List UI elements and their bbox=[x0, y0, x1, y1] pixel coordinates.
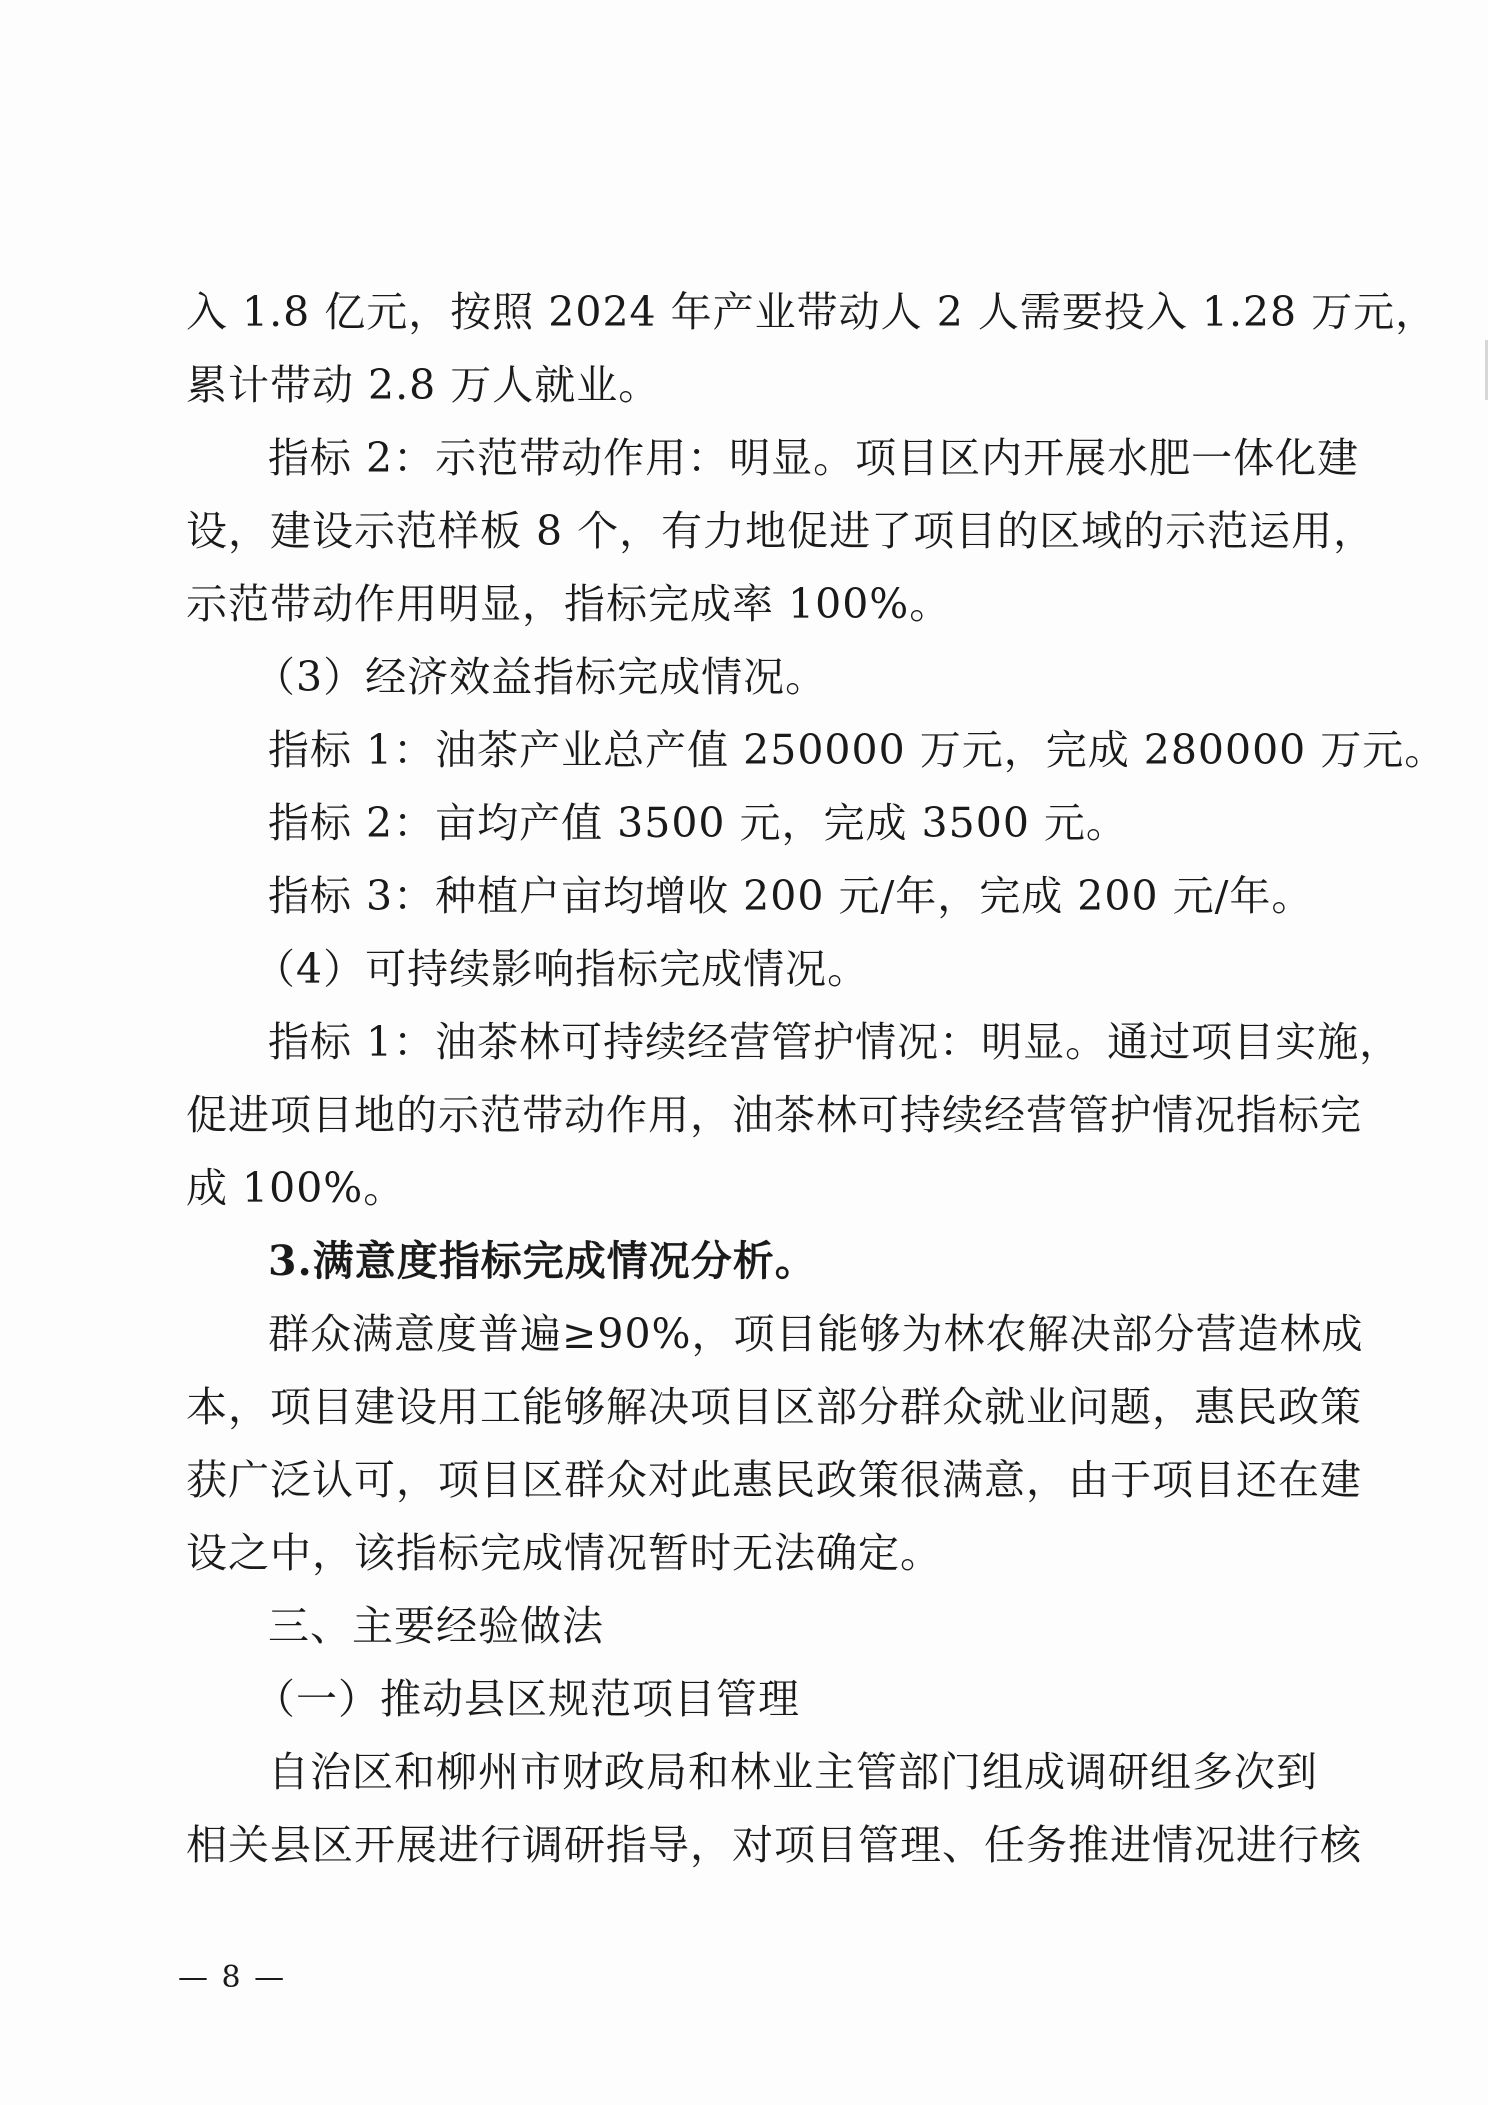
paragraph-line: 本，项目建设用工能够解决项目区部分群众就业问题，惠民政策 bbox=[186, 1383, 1362, 1431]
paragraph-line: 累计带动 2.8 万人就业。 bbox=[186, 361, 661, 409]
section-subheading: （4）可持续影响指标完成情况。 bbox=[254, 945, 870, 993]
paragraph-line: 获广泛认可，项目区群众对此惠民政策很满意，由于项目还在建 bbox=[186, 1456, 1362, 1504]
indicator-line: 指标 1：油茶林可持续经营管护情况：明显。通过项目实施， bbox=[268, 1018, 1402, 1066]
indicator-line: 指标 2：示范带动作用：明显。项目区内开展水肥一体化建 bbox=[268, 434, 1360, 482]
document-body bbox=[186, 276, 1447, 1882]
section-subheading: （3）经济效益指标完成情况。 bbox=[254, 653, 828, 701]
indicator-line: 指标 3：种植户亩均增收 200 元/年，完成 200 元/年。 bbox=[268, 872, 1314, 920]
paragraph-line: 示范带动作用明显，指标完成率 100%。 bbox=[186, 580, 952, 628]
paragraph-line: 设，建设示范样板 8 个，有力地促进了项目的区域的示范运用， bbox=[186, 507, 1376, 555]
page-number: — 8 — bbox=[178, 1960, 287, 1995]
paragraph-line: 相关县区开展进行调研指导，对项目管理、任务推进情况进行核 bbox=[186, 1821, 1362, 1869]
paragraph-line: 自治区和柳州市财政局和林业主管部门组成调研组多次到 bbox=[268, 1748, 1318, 1796]
paragraph-line: 促进项目地的示范带动作用，油茶林可持续经营管护情况指标完 bbox=[186, 1091, 1362, 1139]
paragraph-line: 入 1.8 亿元，按照 2024 年产业带动人 2 人需要投入 1.28 万元， bbox=[186, 288, 1438, 336]
paragraph-line: 成 100%。 bbox=[186, 1164, 406, 1212]
paragraph-line: 设之中，该指标完成情况暂时无法确定。 bbox=[186, 1529, 942, 1577]
indicator-line: 指标 2：亩均产值 3500 元，完成 3500 元。 bbox=[268, 799, 1128, 847]
indicator-line: 指标 1：油茶产业总产值 250000 万元，完成 280000 万元。 bbox=[268, 726, 1447, 774]
paragraph-line: 群众满意度普遍≥90%，项目能够为林农解决部分营造林成 bbox=[268, 1310, 1364, 1358]
chapter-heading: 三、主要经验做法 bbox=[268, 1602, 604, 1650]
section-subheading: （一）推动县区规范项目管理 bbox=[254, 1675, 800, 1723]
section-heading: 3.满意度指标完成情况分析。 bbox=[268, 1237, 817, 1285]
